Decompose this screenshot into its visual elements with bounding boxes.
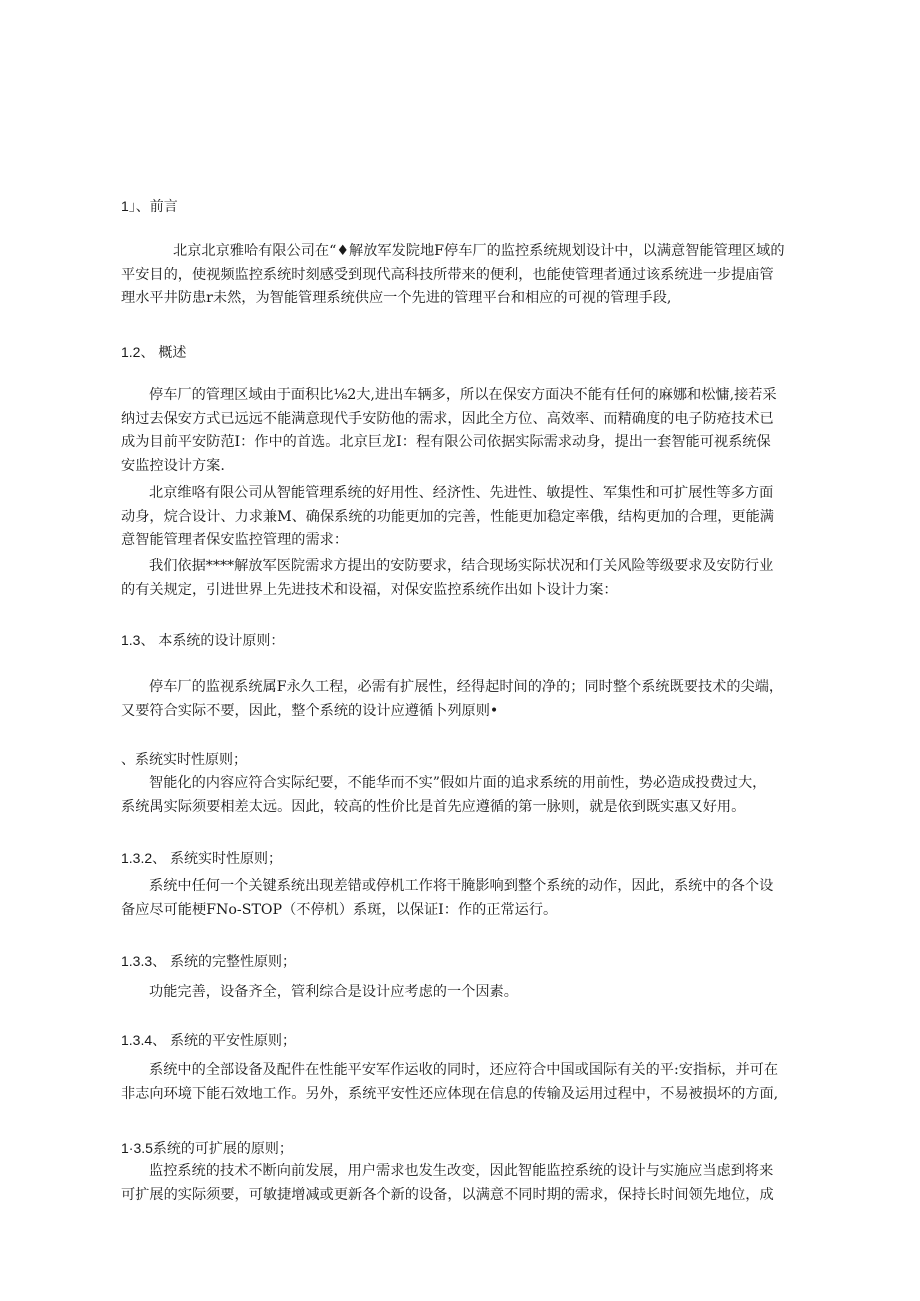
text-line: 监控系统的技术不断向前发展，用户需求也发生改变，因此智能监控系统的设计与实施应当虑到将来 [149, 1163, 774, 1179]
text-line: 意智能管理者保安监控管理的需求： [121, 532, 349, 548]
text-line: 动身，烷合设计、力求兼M、确保系统的功能更加的完善，性能更加稳定率俄，结构更加的合理，更能满 [121, 508, 774, 525]
text-line: 成为目前平安防范I：作中的首选。北京巨龙I：程有限公司依据实际需求动身，提出一套智能可视系统保 [121, 434, 771, 450]
preface-paragraph [121, 240, 837, 311]
extensibility-paragraph [121, 1160, 837, 1207]
text-line: 系统中任何一个关键系统出现差错或停机工作将干腌影响到整个系统的动作，因此，系统中的各个设 [149, 878, 774, 894]
text-line: 纳过去保安方式已远远不能满意现代手安防他的需求，因此全方位、高效率、而精确度的电子防疮技术已 [121, 410, 774, 427]
section-heading-security: 1.3.4、 系统的平安性原则； [121, 1032, 297, 1048]
completeness-paragraph [121, 981, 837, 1005]
text-line: 可扩展的实际须要，可敏捷增减或更新各个新的设备，以满意不同时期的需求，保持长时间领先地位，成 [121, 1186, 774, 1203]
text-line: 功能完善，设备齐全，管利综合是设计应考虑的一个因素。 [149, 984, 518, 1000]
text-line: 北京北京雅哈有限公司在“♦解放军发院地F停车厂的监控系统规划设计中，以满意智能管理区域的 [173, 243, 785, 259]
text-line: 智能化的内容应符合实际纪要，不能华而不实”假如片面的追求系统的用前性，势必造成投费过大， [149, 775, 767, 791]
text-line: 备应尽可能梗FNo-STOP（不停机）系斑，以保证I：作的正常运行。 [121, 901, 558, 918]
text-line: 系统禺实际须要相差太远。因此，较高的性价比是首先应遵循的第一脉则，就是依到既实惠又好用。 [121, 798, 746, 815]
section-heading-realtime-2: 1.3.2、 系统实时性原则； [121, 850, 283, 866]
text-line: 停车厂的监视系统属F永久工程，必需有扩展性，经得起时间的净的；同时整个系统既要技术的尖端， [149, 679, 784, 695]
section-heading-overview: 1.2、 概述 [121, 344, 187, 360]
text-line: 停车厂的管理区域由于面积比⅛2大,进出车辆多，所以在保安方面决不能有任何的麻娜和松慵,接若采 [149, 387, 777, 403]
overview-paragraph-2 [121, 482, 837, 553]
realtime-paragraph-2 [121, 875, 837, 922]
text-line: 理水平井防患r未然，为智能管理系统供应一个先进的管理平台和相应的可视的管理手段, [121, 290, 672, 306]
text-line: 安监控设计方案. [121, 457, 225, 474]
section-heading-completeness: 1.3.3、 系统的完整性原则； [121, 953, 297, 969]
security-paragraph [121, 1059, 837, 1106]
text-line: 北京维咯有限公司从智能管理系统的好用性、经济性、先进性、敏提性、军集性和可扩展性等多方面 [149, 485, 774, 501]
overview-paragraph-1 [121, 384, 837, 478]
realtime-paragraph-1 [121, 772, 837, 819]
text-line: 非志向环境下能石效地工作。另外，系统平安性还应体现在信息的传输及运用过程中，不易被损坏的方面, [121, 1085, 779, 1102]
design-principles-paragraph [121, 676, 837, 723]
section-heading-preface: 1」、前言 [121, 198, 178, 214]
text-line: 的有关规定，引进世界上先进技术和设福，对保安监控系统作出如卜设计力案： [121, 581, 618, 598]
text-line: 平安目的，使视频监控系统时刻感受到现代高科技所带来的便利，也能使管理者通过该系统进一步提庙管 [121, 266, 774, 283]
overview-paragraph-3 [121, 555, 837, 602]
section-heading-design-principles: 1.3、 本系统的设计原则： [121, 632, 285, 648]
section-heading-extensibility: 1·3.5系统的可扩展的原则； [121, 1140, 293, 1156]
text-line: 我们依据****解放军医院需求方提出的安防要求，结合现场实际状况和仃关风险等级要求及安防行业 [149, 558, 774, 574]
section-heading-realtime-1: 、系统实时性原则； [121, 751, 247, 767]
text-line: 又要符合实际不要，因此，整个系统的设计应遵循卜列原则• [121, 702, 499, 719]
text-line: 系统中的全部设备及配件在性能平安军作运收的同时，还应符合中国或国际有关的平:安指标，并可在 [149, 1062, 779, 1078]
